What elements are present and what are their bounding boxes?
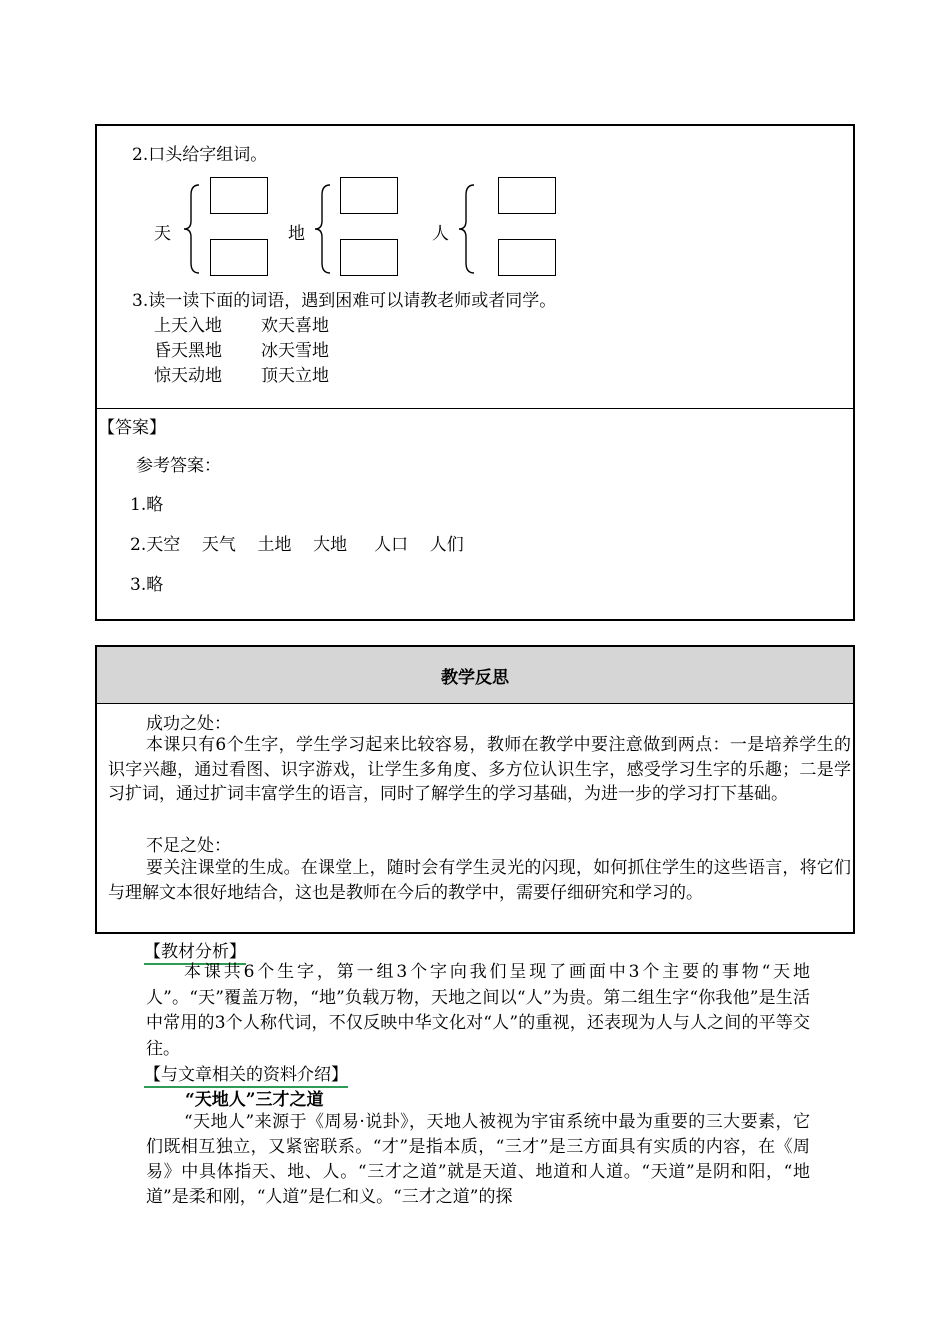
answer-cell-ren-2[interactable] bbox=[498, 239, 556, 276]
char-di: 地 bbox=[288, 224, 305, 244]
word-item: 昏天黑地 bbox=[154, 341, 222, 361]
word-item: 冰天雪地 bbox=[261, 341, 329, 361]
exercise-answer-divider bbox=[96, 408, 854, 409]
material-label bbox=[144, 1060, 348, 1085]
material-label-text: 【与文章相关的资料介绍】 bbox=[144, 1065, 348, 1085]
brace-icon bbox=[312, 183, 332, 275]
answer-3: 3.略 bbox=[130, 575, 164, 595]
word-item: 顶天立地 bbox=[261, 366, 329, 386]
answer-cell-di-1[interactable] bbox=[340, 177, 398, 214]
answer-cell-ren-1[interactable] bbox=[498, 177, 556, 214]
deficiency-text: 要关注课堂的生成。在课堂上，随时会有学生灵光的闪现，如何抓住学生的这些语言，将它们与理解文本很好地结合，这也是教师在今后的教学中，需要仔细研究和学习的。 bbox=[108, 858, 851, 903]
analysis-label-text: 【教材分析】 bbox=[144, 942, 246, 962]
q2-title: 2.口头给字组词。 bbox=[132, 145, 268, 165]
answer-label: 【答案】 bbox=[98, 418, 166, 438]
q3-title: 3.读一读下面的词语，遇到困难可以请教老师或者同学。 bbox=[132, 291, 557, 311]
answer-1: 1.略 bbox=[130, 495, 164, 515]
char-tian: 天 bbox=[154, 224, 171, 244]
material-text: “天地人”来源于《周易·说卦》，天地人被视为宇宙系统中最为重要的三大要素，它们既相互独立，又紧密联系。“才”是指本质，“三才”是三方面具有实质的内容，在《周易》中具体指天、地、人。“三才之道”就是天道、地道和人道。“天道”是阴和阳，“地道”是柔和刚，“人道”是仁和义。“三才之道”的探 bbox=[146, 1112, 810, 1207]
analysis-label bbox=[144, 937, 246, 962]
reflection-title: 教学反思 bbox=[97, 647, 853, 704]
brace-icon bbox=[181, 183, 201, 275]
deficiency-label: 不足之处： bbox=[146, 836, 231, 856]
answer-cell-tian-1[interactable] bbox=[210, 177, 268, 214]
analysis-text: 本课共6个生字，第一组3个字向我们呈现了画面中3个主要的事物“天地人”。“天”覆盖万物，“地”负载万物，天地之间以“人”为贵。第二组生字“你我他”是生活中常用的3个人称代词，不仅反映中华文化对“人”的重视，还表现为人与人之间的平等交往。 bbox=[146, 962, 810, 1059]
answer-2: 2.天空 天气 土地 大地 人口 人们 bbox=[130, 535, 464, 555]
success-text: 本课只有6个生字，学生学习起来比较容易，教师在教学中要注意做到两点：一是培养学生的识字兴趣，通过看图、识字游戏，让学生多角度、多方位认识生字，感受学习生字的乐趣；二是学习扩词，通过扩词丰富学生的语言，同时了解学生的学习基础，为进一步的学习打下基础。 bbox=[108, 735, 851, 804]
success-label: 成功之处： bbox=[146, 714, 231, 734]
word-item: 欢天喜地 bbox=[261, 316, 329, 336]
char-ren: 人 bbox=[432, 224, 449, 244]
answer-cell-di-2[interactable] bbox=[340, 239, 398, 276]
answer-cell-tian-2[interactable] bbox=[210, 239, 268, 276]
answer-intro: 参考答案： bbox=[136, 456, 221, 476]
brace-icon bbox=[456, 183, 476, 275]
material-subtitle: “天地人”三才之道 bbox=[185, 1090, 324, 1110]
word-item: 上天入地 bbox=[154, 316, 222, 336]
word-item: 惊天动地 bbox=[154, 366, 222, 386]
